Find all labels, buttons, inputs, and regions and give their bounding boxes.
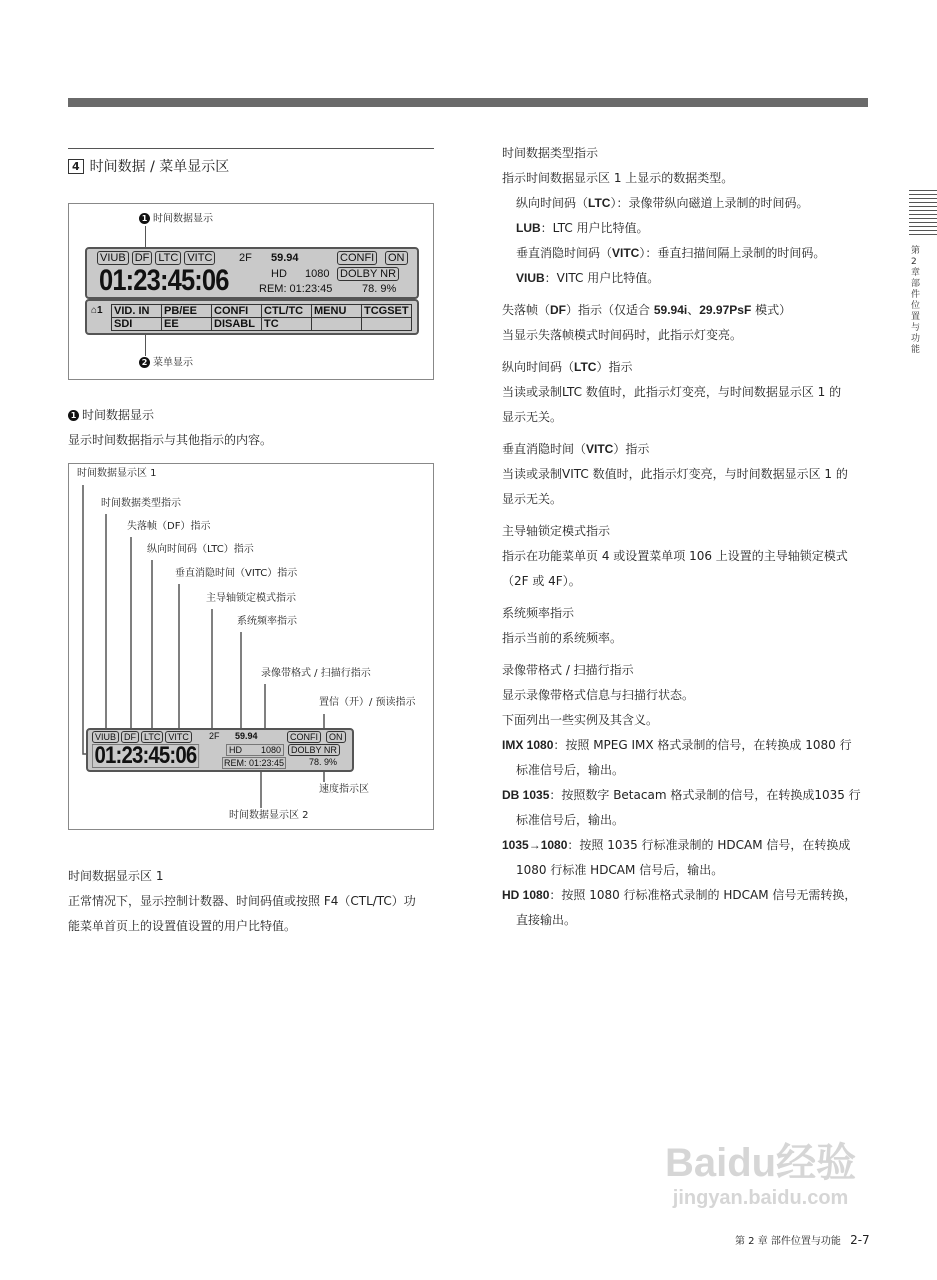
subsection-title: 时间数据显示 <box>82 408 155 422</box>
menu-cell: MENU <box>312 305 362 318</box>
timecode: 01:23:45:06 <box>99 264 229 297</box>
footer <box>735 1232 870 1247</box>
callout-label: 时间数据显示区 2 <box>229 810 309 821</box>
text-segment: 垂直消隐时间码（ <box>516 246 613 260</box>
text-segment: （2F 或 4F）。 <box>502 574 581 588</box>
text-segment: ）指示 <box>613 442 650 456</box>
menu-cell: TCGSET <box>362 305 412 318</box>
paragraph-line <box>502 808 872 833</box>
timecode: 01:23:45:06 <box>92 744 199 768</box>
format-lines <box>226 744 284 756</box>
text-segment: 主导轴锁定模式指示 <box>502 524 611 538</box>
tab-stripes <box>909 190 937 238</box>
frequency: 59.94 <box>235 731 258 741</box>
text-segment: 直接输出。 <box>516 913 577 927</box>
paragraph-heading <box>502 141 872 166</box>
tag-vitc: VITC <box>184 251 215 265</box>
tag-df: DF <box>121 731 139 743</box>
text-segment: ：按照数字 Betacam 格式录制的信号，在转换成1035 行 <box>549 788 861 802</box>
callout-label: 速度指示区 <box>319 784 369 795</box>
paragraph-line <box>502 166 872 191</box>
tag-ltc: LTC <box>141 731 163 743</box>
paragraph-line <box>502 783 872 808</box>
text-segment: 系统频率指示 <box>502 606 575 620</box>
text-segment: 当显示失落帧模式时间码时，此指示灯变亮。 <box>502 328 743 342</box>
subsection-body: 显示时间数据指示与其他指示的内容。 <box>68 433 273 447</box>
tag-viub: VIUB <box>92 731 119 743</box>
menu-cell: VID. IN <box>112 305 162 318</box>
right-column <box>502 141 872 933</box>
format: HD <box>229 745 242 755</box>
text-segment: ：按照 MPEG IMX 格式录制的信号，在转换成 1080 行 <box>553 738 852 752</box>
paragraph-line <box>502 216 872 241</box>
figure-time-data-detail <box>68 463 434 830</box>
menu-table <box>111 304 412 331</box>
text-segment: 标准信号后，输出。 <box>516 763 625 777</box>
menu-cell: CONFI <box>212 305 262 318</box>
label-text: 菜单显示 <box>153 357 193 369</box>
frequency: 59.94 <box>271 252 299 264</box>
fig1-label-1 <box>139 213 213 226</box>
section-title-text: 时间数据 / 菜单显示区 <box>89 159 230 175</box>
paragraph-line <box>502 380 872 405</box>
text-segment: ）：录像带纵向磁道上录制的时间码。 <box>610 196 809 210</box>
paragraph-line: 正常情况下，显示控制计数器、时间码值或按照 F4（CTL/TC）功 <box>68 894 416 908</box>
header-bar <box>68 98 868 107</box>
paragraph-line <box>502 908 872 933</box>
text-segment: 当读或录制VITC 数值时，此指示灯变亮，与时间数据显示区 1 的 <box>502 467 848 481</box>
paragraph-line <box>502 462 872 487</box>
paragraph-line <box>502 191 872 216</box>
text-segment: 当读或录制LTC 数值时，此指示灯变亮，与时间数据显示区 1 的 <box>502 385 842 399</box>
text-segment: 标准信号后，输出。 <box>516 813 625 827</box>
text-segment: 垂直消隐时间（ <box>502 442 587 456</box>
dolby-tag: DOLBY NR <box>337 267 399 281</box>
tag-vitc: VITC <box>165 731 192 743</box>
time-data-area-1-text <box>68 864 416 939</box>
paragraph-heading <box>502 298 872 323</box>
text-segment: ）指示（仅适合 <box>566 303 654 317</box>
menu-cell: PB/EE <box>162 305 212 318</box>
callout-label: 系统频率指示 <box>237 616 297 627</box>
paragraph-line <box>502 758 872 783</box>
text-segment: 显示无关。 <box>502 492 563 506</box>
bold-term: DF <box>550 303 567 317</box>
menu-cell <box>362 318 412 331</box>
text-segment: 指示在功能菜单页 4 或设置菜单项 106 上设置的主导轴锁定模式 <box>502 549 848 563</box>
number-badge: 1 <box>139 213 150 224</box>
paragraph-line <box>502 626 872 651</box>
dolby-tag: DOLBY NR <box>288 744 340 756</box>
speed: 78. 9% <box>362 283 397 295</box>
remaining: REM: 01:23:45 <box>259 283 333 295</box>
text-segment: ：按照 1080 行标准格式录制的 HDCAM 信号无需转换， <box>549 888 857 902</box>
text-segment: 指示当前的系统频率。 <box>502 631 623 645</box>
leader-line <box>145 335 146 356</box>
paragraph-line <box>502 683 872 708</box>
footer-chapter: 第 2 章 部件位置与功能 <box>735 1236 841 1247</box>
watermark <box>665 1140 856 1210</box>
confi-tag: CONFI <box>337 251 377 265</box>
paragraph-heading <box>502 658 872 683</box>
menu-cell: EE <box>162 318 212 331</box>
text-segment: 录像带格式 / 扫描行指示 <box>502 663 634 677</box>
paragraph-line <box>502 833 872 858</box>
fig1-label-2 <box>139 357 193 370</box>
paragraph-line <box>502 569 872 594</box>
paragraph-heading <box>502 601 872 626</box>
text-segment: 显示录像带格式信息与扫描行状态。 <box>502 688 695 702</box>
on-tag: ON <box>326 731 346 743</box>
leader-line <box>145 226 146 247</box>
time-data-panel <box>86 728 354 772</box>
menu-panel <box>85 299 419 335</box>
callout-label: 时间数据显示区 1 <box>77 468 157 479</box>
chapter-tab-label: 第2章 部件位置与功能 <box>911 246 921 355</box>
callout-label: 失落帧（DF）指示 <box>127 521 211 532</box>
watermark-url: jingyan.baidu.com <box>672 1187 849 1209</box>
callout-label: 置信（开）/ 预读指示 <box>319 697 416 708</box>
figure-display-overview <box>68 203 434 380</box>
label-text: 时间数据显示 <box>153 213 213 225</box>
callout-label: 纵向时间码（LTC）指示 <box>147 544 254 555</box>
text-segment: 下面列出一些实例及其含义。 <box>502 713 659 727</box>
leader-lines <box>69 464 435 831</box>
format: HD <box>271 268 287 280</box>
speed: 78. 9% <box>309 757 338 767</box>
paragraph-line <box>502 544 872 569</box>
menu-page-num: 1 <box>97 305 103 316</box>
section-number: 4 <box>68 159 84 174</box>
menu-cell: SDI <box>112 318 162 331</box>
watermark-logo: Baidu经验 <box>665 1141 857 1185</box>
text-segment: 时间数据类型指示 <box>502 146 599 160</box>
bold-term: VITC <box>612 246 640 260</box>
lock-mode: 2F <box>209 731 220 741</box>
menu-cell: DISABL <box>212 318 262 331</box>
menu-page: ⌂1 <box>91 305 103 316</box>
on-tag: ON <box>385 251 408 265</box>
text-segment: 显示无关。 <box>502 410 563 424</box>
paragraph-line <box>502 487 872 512</box>
paragraph-line <box>502 858 872 883</box>
tag-df: DF <box>132 251 153 265</box>
bold-term: VITC <box>586 442 614 456</box>
bold-term: 1035→1080 <box>502 838 568 852</box>
callout-label: 垂直消隐时间（VITC）指示 <box>175 568 298 579</box>
text-segment: ）指示 <box>596 360 633 374</box>
paragraph-line: 能菜单首页上的设置值设置的用户比特值。 <box>68 919 297 933</box>
paragraph-line <box>502 323 872 348</box>
callout-label: 主导轴锁定模式指示 <box>206 593 296 604</box>
text-segment: 纵向时间码（ <box>516 196 589 210</box>
callout-label: 录像带格式 / 扫描行指示 <box>261 668 371 679</box>
paragraph-line <box>502 266 872 291</box>
bold-term: VIUB <box>516 271 545 285</box>
paragraph-line <box>502 733 872 758</box>
paragraph-line <box>502 241 872 266</box>
number-badge: 2 <box>139 357 150 368</box>
paragraph-heading <box>502 355 872 380</box>
text-segment: 失落帧（ <box>502 303 551 317</box>
bold-term: 29.97PsF <box>699 303 752 317</box>
paragraph-heading <box>502 437 872 462</box>
bold-term: LTC <box>588 196 611 210</box>
text-segment: ：按照 1035 行标准录制的 HDCAM 信号，在转换成 <box>567 838 851 852</box>
bold-term: 59.94i <box>653 303 688 317</box>
chapter-tab <box>909 190 937 356</box>
section-title <box>68 156 229 176</box>
paragraph-line <box>502 883 872 908</box>
lock-mode: 2F <box>239 252 252 264</box>
bold-term: LUB <box>516 221 541 235</box>
callout-label: 时间数据类型指示 <box>101 498 181 509</box>
text-segment: 指示时间数据显示区 1 上显示的数据类型。 <box>502 171 734 185</box>
text-segment: ）：垂直扫描间隔上录制的时间码。 <box>639 246 826 260</box>
bold-term: DB 1035 <box>502 788 550 802</box>
text-segment: ：LTC 用户比特值。 <box>540 221 649 235</box>
lines: 1080 <box>305 268 330 280</box>
paragraph-heading: 时间数据显示区 1 <box>68 869 164 883</box>
menu-cell: TC <box>262 318 312 331</box>
text-segment: ：VITC 用户比特值。 <box>544 271 660 285</box>
menu-cell <box>312 318 362 331</box>
number-badge: 1 <box>68 410 79 421</box>
menu-cell: CTL/TC <box>262 305 312 318</box>
bold-term: LTC <box>574 360 597 374</box>
text-segment: 纵向时间码（ <box>502 360 575 374</box>
lines: 1080 <box>260 745 281 755</box>
subsection-1 <box>68 403 272 453</box>
remaining: REM: 01:23:45 <box>224 758 285 768</box>
text-segment: 、 <box>687 303 700 317</box>
bold-term: IMX 1080 <box>502 738 554 752</box>
paragraph-line <box>502 708 872 733</box>
tag-ltc: LTC <box>155 251 181 265</box>
bold-term: HD 1080 <box>502 888 550 902</box>
time-data-panel <box>85 247 419 299</box>
confi-tag: CONFI <box>287 731 321 743</box>
tag-viub: VIUB <box>97 251 129 265</box>
text-segment: 1080 行标准 HDCAM 信号后，输出。 <box>516 863 724 877</box>
paragraph-heading <box>502 519 872 544</box>
text-segment: 模式） <box>751 303 792 317</box>
section-rule <box>68 148 434 149</box>
page-number: 2-7 <box>850 1233 870 1247</box>
paragraph-line <box>502 405 872 430</box>
